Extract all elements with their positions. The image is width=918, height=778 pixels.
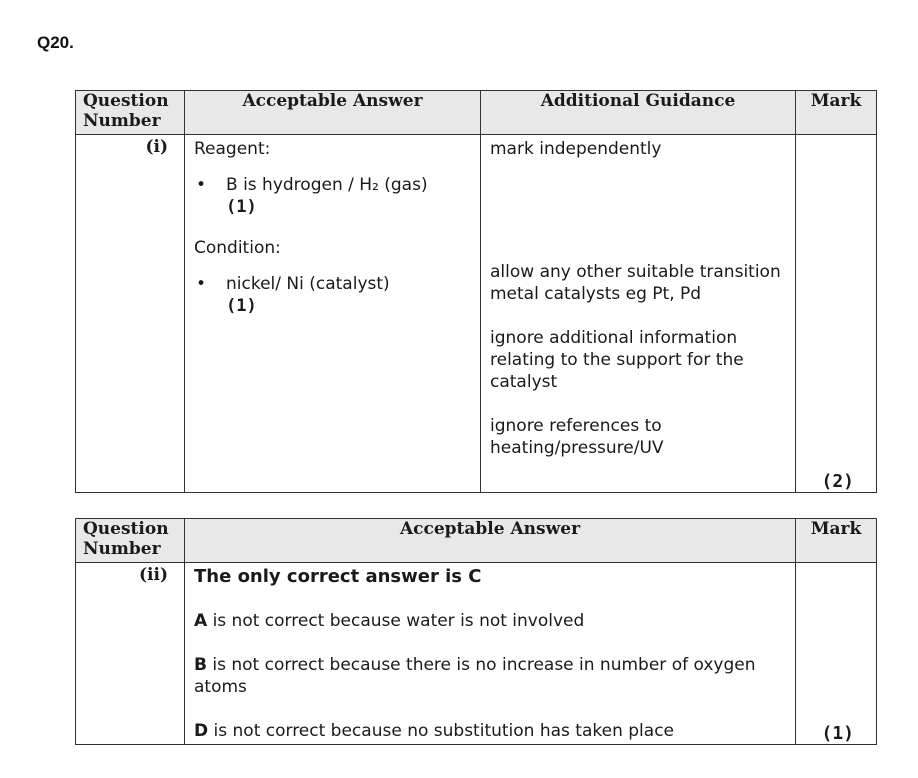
mark-value: (1) [821, 723, 854, 744]
option-a-explanation [194, 610, 786, 632]
condition-bullet [194, 273, 471, 317]
option-d-text: is not correct because no substitution has taken place [208, 721, 674, 741]
option-b-letter: B [194, 655, 207, 675]
mark-scheme-table-1 [75, 90, 877, 493]
header-additional-guidance: Additional Guidance [481, 91, 796, 135]
reagent-mark: (1) [226, 197, 257, 217]
option-a-letter: A [194, 611, 208, 631]
reagent-text: B is hydrogen / H₂ (gas) [226, 175, 428, 195]
mark-scheme-table-2 [75, 518, 877, 745]
header-acceptable-answer: Acceptable Answer [185, 91, 481, 135]
acceptable-answer-cell [185, 135, 481, 493]
acceptable-answer-cell [185, 563, 796, 745]
option-b-text: is not correct because there is no increase in number of oxygen atoms [194, 655, 756, 697]
condition-text: nickel/ Ni (catalyst) [226, 274, 390, 294]
option-b-explanation [194, 654, 786, 698]
option-a-text: is not correct because water is not involved [207, 611, 585, 631]
correct-answer-heading: The only correct answer is C [194, 566, 482, 587]
mark-value: (2) [821, 471, 854, 492]
guidance-line-1: mark independently [490, 139, 662, 159]
header-question-number: Question Number [76, 91, 185, 135]
bullet-icon: • [196, 274, 207, 294]
option-d-letter: D [194, 721, 209, 741]
mark-cell [796, 135, 877, 493]
guidance-line-2: allow any other suitable transition metal catalysts eg Pt, Pd [490, 262, 781, 304]
additional-guidance-cell [481, 135, 796, 493]
reagent-bullet [194, 174, 471, 218]
condition-label: Condition: [194, 238, 281, 258]
header-mark: Mark [796, 519, 877, 563]
guidance-line-3: ignore additional information relating to the support for the catalyst [490, 328, 744, 392]
question-label: Q20. [37, 33, 74, 52]
header-mark: Mark [796, 91, 877, 135]
guidance-line-4: ignore references to heating/pressure/UV [490, 416, 664, 458]
header-acceptable-answer: Acceptable Answer [185, 519, 796, 563]
part-number: (ii) [76, 563, 185, 745]
mark-cell [796, 563, 877, 745]
header-question-number: Question Number [76, 519, 185, 563]
bullet-icon: • [196, 175, 207, 195]
reagent-label: Reagent: [194, 139, 271, 159]
option-d-explanation [194, 720, 786, 742]
condition-mark: (1) [226, 296, 257, 316]
part-number: (i) [76, 135, 185, 493]
